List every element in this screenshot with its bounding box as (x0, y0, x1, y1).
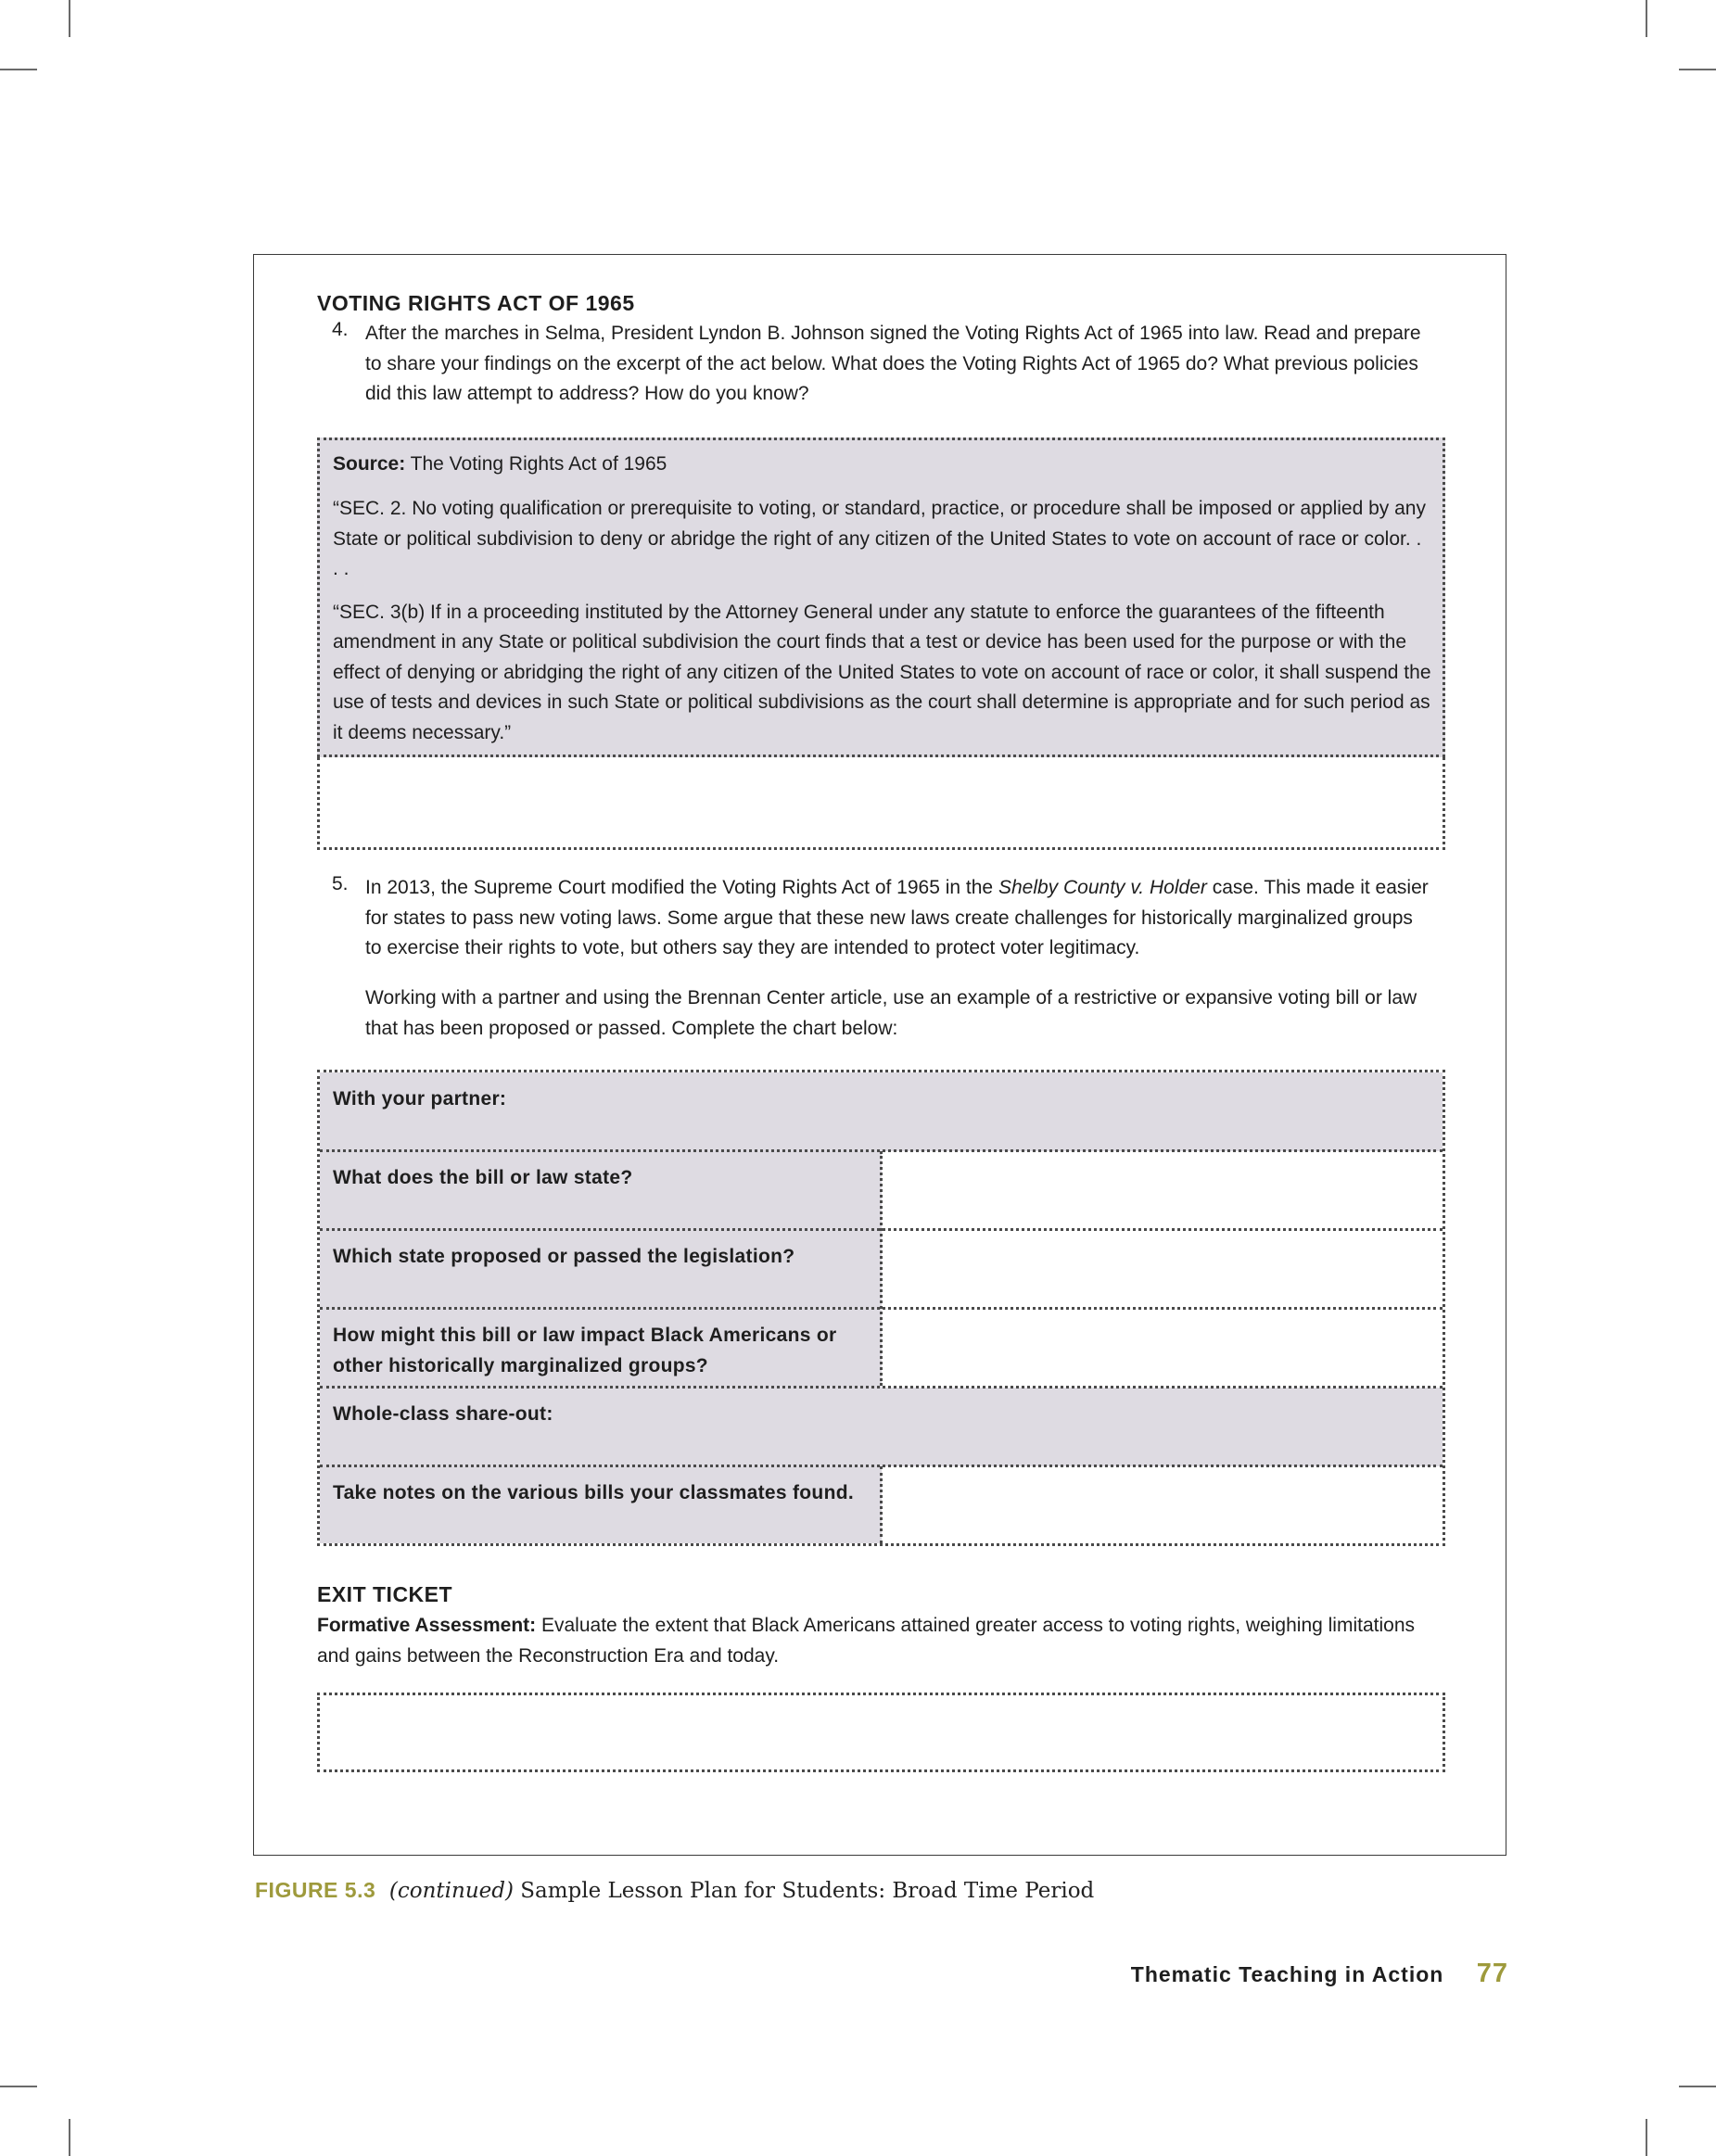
row-label-bill-state: What does the bill or law state? (333, 1167, 633, 1188)
source-label: Source: (333, 453, 406, 475)
question-5-instructions: Working with a partner and using the Brennan Center article, use an example of a restrictive or expansive voting bill or law that has been proposed or passed. Complete the chart below: (365, 987, 1417, 1039)
source-box (317, 438, 1445, 757)
page-number: 77 (1476, 1959, 1508, 1988)
source-line (333, 450, 1431, 479)
row-label-notes: Take notes on the various bills your classmates found. (333, 1482, 854, 1503)
class-header: Whole-class share-out: (333, 1403, 553, 1425)
question-5-text (365, 873, 1431, 964)
answer-cell-which-state[interactable] (883, 1231, 1443, 1307)
question-4-text: After the marches in Selma, President Lyndon B. Johnson signed the Voting Rights Act of 1965 into law. Read and prepare to share your findings on the excerpt of the act below. What does the Voting Rights Act of 1965 do? What previous policies did this law attempt to address? How do you know? (365, 323, 1421, 404)
case-name: Shelby County v. Holder (998, 877, 1207, 898)
figure-caption (255, 1878, 1094, 1903)
answer-cell-bill-state[interactable] (883, 1152, 1443, 1228)
crop-mark (1679, 69, 1716, 70)
question-5-number: 5. (332, 873, 349, 894)
crop-mark (0, 69, 37, 70)
answer-cell-impact[interactable] (883, 1310, 1443, 1386)
crop-mark (1646, 0, 1647, 37)
figure-title: Sample Lesson Plan for Students: Broad Time Period (520, 1879, 1095, 1903)
partner-header: With your partner: (333, 1088, 507, 1110)
exit-ticket-label: Formative Assessment: (317, 1615, 537, 1636)
crop-mark (69, 0, 70, 37)
crop-mark (69, 2119, 70, 2156)
figure-label: FIGURE 5.3 (255, 1878, 376, 1902)
source-title: The Voting Rights Act of 1965 (410, 453, 667, 475)
row-label-impact: How might this bill or law impact Black Americans or other historically marginalized groups? (333, 1325, 837, 1376)
exit-ticket-heading: EXIT TICKET (317, 1582, 453, 1606)
chart-table (317, 1070, 1445, 1546)
exit-ticket-answer-box[interactable] (317, 1693, 1445, 1772)
question-5-text-start: In 2013, the Supreme Court modified the Voting Rights Act of 1965 in the (365, 877, 994, 898)
crop-mark (1679, 2086, 1716, 2087)
question-4-answer-box[interactable] (317, 757, 1445, 850)
running-title: Thematic Teaching in Action (1130, 1962, 1444, 1986)
row-label-which-state: Which state proposed or passed the legislation? (333, 1246, 795, 1267)
question-4-number: 4. (332, 319, 349, 340)
exit-ticket-prompt: Evaluate the extent that Black Americans attained greater access to voting rights, weighing limitations and gains between the Reconstruction Era and today. (317, 1615, 1416, 1667)
exit-ticket-text (317, 1611, 1430, 1671)
page-footer (1131, 1959, 1508, 1989)
section-heading: VOTING RIGHTS ACT OF 1965 (317, 291, 635, 315)
crop-mark (1646, 2119, 1647, 2156)
question-5-text-end: case. This made it easier for states to pass new voting laws. Some argue that these new laws create challenges for historically marginalized groups to exercise their rights to vote, but others say they are intended to protect voter legitimacy. (365, 877, 1429, 958)
answer-cell-notes[interactable] (883, 1467, 1443, 1543)
crop-mark (0, 2086, 37, 2087)
source-sec2: “SEC. 2. No voting qualification or prerequisite to voting, or standard, practice, or procedure shall be imposed or applied by any State or political subdivision to deny or abridge the right of any citizen of the United States to vote on account of race or color. . . . (333, 498, 1426, 579)
figure-continued: (continued) (388, 1879, 514, 1903)
source-sec3: “SEC. 3(b) If in a proceeding instituted by the Attorney General under any statute to enforce the guarantees of the fifteenth amendment in any State or political subdivision the court finds that a test or device has been used for the purpose or with the effect of denying or abridging the right of any citizen of the United States to vote on account of race or color, it shall suspend the use of tests and devices in such State or political subdivisions as the court shall determine is appropriate and for such period as it deems necessary.” (333, 601, 1431, 743)
